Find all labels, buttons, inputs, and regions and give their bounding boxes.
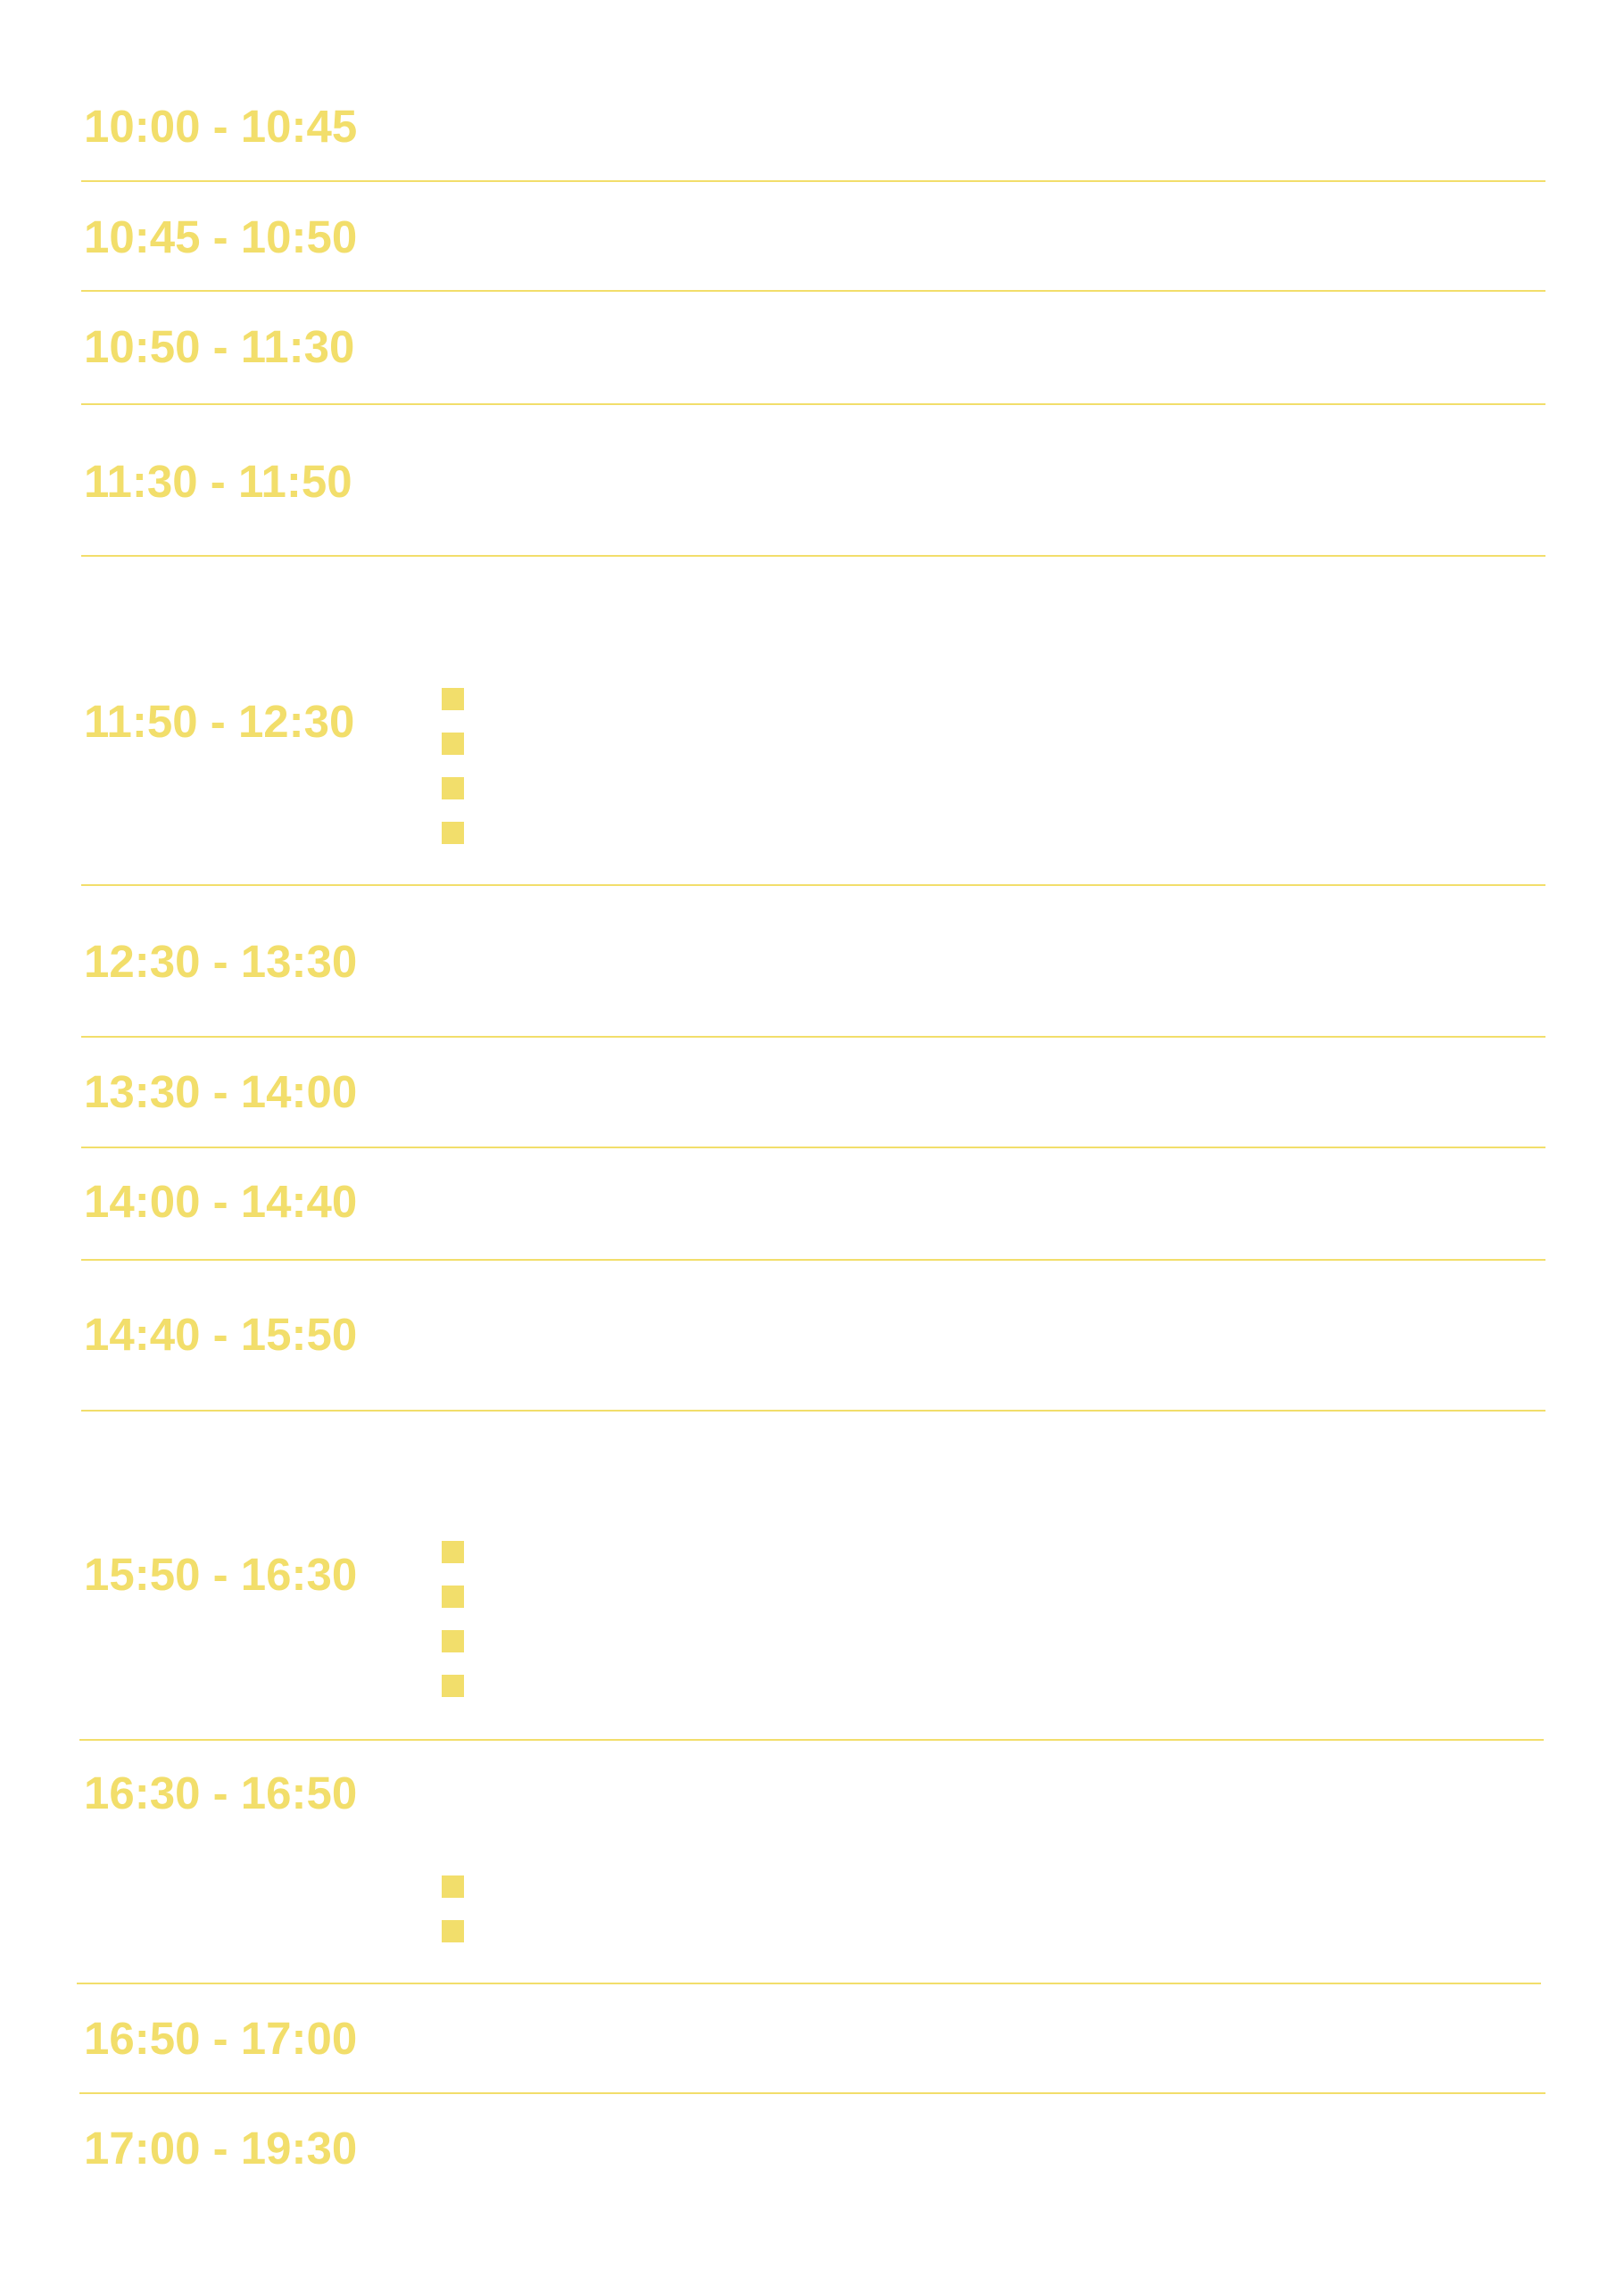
bullet-marker xyxy=(442,1630,464,1652)
row-divider xyxy=(81,290,1545,292)
time-slot: 14:00 - 14:40 xyxy=(84,1176,358,1227)
time-slot: 16:50 - 17:00 xyxy=(84,2013,358,2064)
time-slot: 15:50 - 16:30 xyxy=(84,1549,358,1600)
row-divider xyxy=(81,555,1545,557)
time-slot: 17:00 - 19:30 xyxy=(84,2123,358,2174)
time-slot: 16:30 - 16:50 xyxy=(84,1768,358,1818)
time-slot: 10:45 - 10:50 xyxy=(84,211,358,262)
time-slot: 12:30 - 13:30 xyxy=(84,936,358,987)
bullet-marker xyxy=(442,688,464,710)
time-slot: 13:30 - 14:00 xyxy=(84,1066,358,1117)
row-divider xyxy=(81,1036,1545,1038)
row-divider xyxy=(79,1739,1544,1741)
time-slot: 10:00 - 10:45 xyxy=(84,101,358,152)
row-divider xyxy=(77,1983,1541,1984)
bullet-marker xyxy=(442,1920,464,1942)
bullet-marker xyxy=(442,1541,464,1563)
bullet-marker xyxy=(442,1586,464,1608)
row-divider xyxy=(81,1147,1545,1148)
bullet-marker xyxy=(442,1675,464,1697)
bullet-marker xyxy=(442,733,464,755)
row-divider xyxy=(81,1259,1545,1261)
time-slot: 11:30 - 11:50 xyxy=(84,456,352,507)
row-divider xyxy=(81,1410,1545,1412)
row-divider xyxy=(79,2092,1545,2094)
row-divider xyxy=(81,180,1545,182)
time-slot: 14:40 - 15:50 xyxy=(84,1309,358,1360)
time-slot: 10:50 - 11:30 xyxy=(84,321,355,372)
row-divider xyxy=(81,403,1545,405)
time-slot: 11:50 - 12:30 xyxy=(84,696,355,747)
bullet-marker xyxy=(442,1875,464,1898)
bullet-marker xyxy=(442,822,464,844)
bullet-marker xyxy=(442,777,464,799)
row-divider xyxy=(81,884,1545,886)
